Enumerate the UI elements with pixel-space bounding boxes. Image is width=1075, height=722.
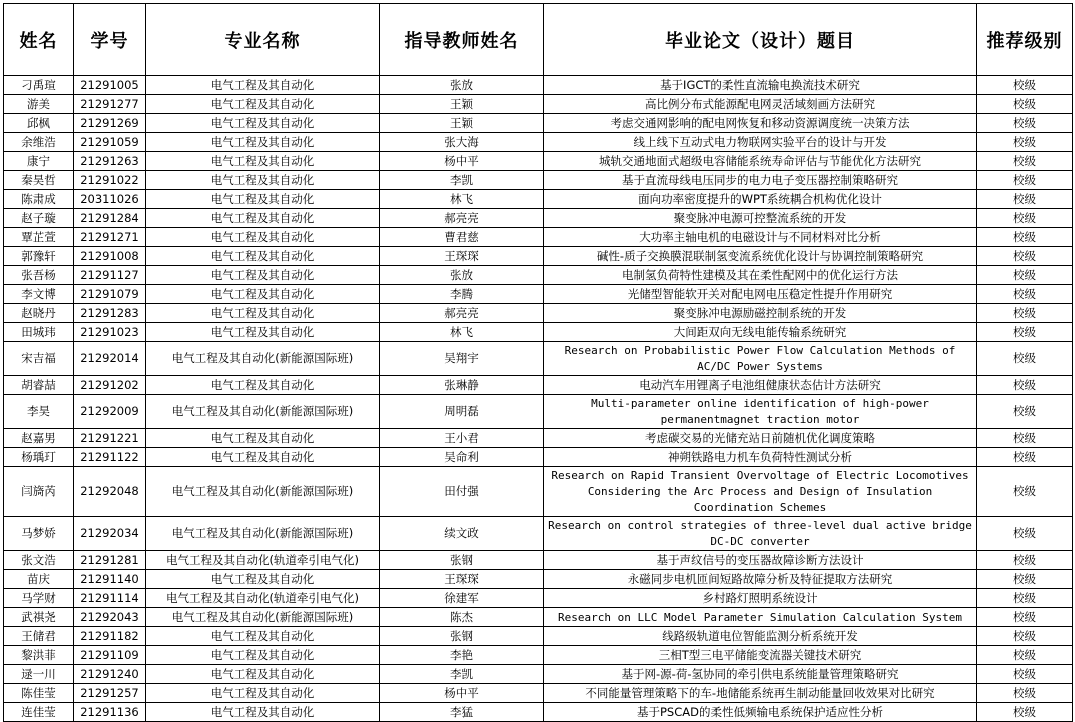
cell-student-id: 21291136 (74, 703, 146, 722)
cell-student-id: 21291202 (74, 376, 146, 395)
cell-advisor: 张钢 (380, 627, 544, 646)
cell-name: 李昊 (4, 395, 74, 429)
table-row (4, 570, 1073, 589)
table-row (4, 395, 1073, 429)
cell-student-id: 21291023 (74, 323, 146, 342)
cell-level: 校级 (977, 608, 1073, 627)
table-row (4, 95, 1073, 114)
cell-student-id: 21291269 (74, 114, 146, 133)
cell-thesis: 电动汽车用锂离子电池组健康状态估计方法研究 (544, 376, 977, 395)
cell-advisor: 李腾 (380, 285, 544, 304)
cell-major: 电气工程及其自动化 (146, 228, 380, 247)
cell-name: 郭豫轩 (4, 247, 74, 266)
table-row (4, 323, 1073, 342)
cell-level: 校级 (977, 190, 1073, 209)
cell-advisor: 王小君 (380, 429, 544, 448)
cell-name: 陈肃成 (4, 190, 74, 209)
cell-major: 电气工程及其自动化 (146, 171, 380, 190)
cell-major: 电气工程及其自动化 (146, 665, 380, 684)
cell-level: 校级 (977, 684, 1073, 703)
cell-major: 电气工程及其自动化 (146, 703, 380, 722)
cell-level: 校级 (977, 323, 1073, 342)
cell-level: 校级 (977, 376, 1073, 395)
table-row (4, 342, 1073, 376)
cell-student-id: 21291182 (74, 627, 146, 646)
cell-student-id: 21291127 (74, 266, 146, 285)
cell-name: 宋吉福 (4, 342, 74, 376)
cell-name: 马梦娇 (4, 517, 74, 551)
header-advisor: 指导教师姓名 (380, 4, 544, 76)
header-level: 推荐级别 (977, 4, 1073, 76)
cell-thesis: 光储型智能软开关对配电网电压稳定性提升作用研究 (544, 285, 977, 304)
cell-advisor: 李艳 (380, 646, 544, 665)
cell-level: 校级 (977, 209, 1073, 228)
cell-name: 杨瑀玎 (4, 448, 74, 467)
cell-level: 校级 (977, 448, 1073, 467)
cell-thesis: 三相T型三电平储能变流器关键技术研究 (544, 646, 977, 665)
header-row (4, 4, 1073, 76)
cell-advisor: 王颖 (380, 95, 544, 114)
cell-major: 电气工程及其自动化(轨道牵引电气化) (146, 589, 380, 608)
table-row (4, 467, 1073, 517)
cell-advisor: 李凯 (380, 665, 544, 684)
cell-student-id: 21291277 (74, 95, 146, 114)
cell-level: 校级 (977, 152, 1073, 171)
cell-name: 苗庆 (4, 570, 74, 589)
cell-advisor: 王颖 (380, 114, 544, 133)
cell-advisor: 曹君慈 (380, 228, 544, 247)
cell-advisor: 张放 (380, 266, 544, 285)
cell-advisor: 郝亮亮 (380, 304, 544, 323)
cell-student-id: 21292048 (74, 467, 146, 517)
cell-thesis: 考虑碳交易的光储充站日前随机优化调度策略 (544, 429, 977, 448)
table-row (4, 703, 1073, 722)
cell-major: 电气工程及其自动化 (146, 646, 380, 665)
cell-major: 电气工程及其自动化 (146, 247, 380, 266)
cell-student-id: 21291079 (74, 285, 146, 304)
cell-thesis: 基于直流母线电压同步的电力电子变压器控制策略研究 (544, 171, 977, 190)
cell-level: 校级 (977, 665, 1073, 684)
recommendation-table (3, 3, 1073, 722)
cell-thesis: 线上线下互动式电力物联网实验平台的设计与开发 (544, 133, 977, 152)
cell-student-id: 21291114 (74, 589, 146, 608)
table-row (4, 551, 1073, 570)
cell-student-id: 21291122 (74, 448, 146, 467)
cell-level: 校级 (977, 570, 1073, 589)
cell-advisor: 周明磊 (380, 395, 544, 429)
cell-student-id: 21292043 (74, 608, 146, 627)
cell-thesis: 大功率主轴电机的电磁设计与不同材料对比分析 (544, 228, 977, 247)
table-row (4, 76, 1073, 95)
cell-level: 校级 (977, 646, 1073, 665)
cell-name: 邱枫 (4, 114, 74, 133)
cell-thesis: 乡村路灯照明系统设计 (544, 589, 977, 608)
cell-major: 电气工程及其自动化(新能源国际班) (146, 467, 380, 517)
cell-level: 校级 (977, 342, 1073, 376)
cell-level: 校级 (977, 76, 1073, 95)
cell-thesis: Research on control strategies of three-level dual active bridge DC-DC converter (544, 517, 977, 551)
cell-advisor: 王琛琛 (380, 247, 544, 266)
cell-student-id: 21291022 (74, 171, 146, 190)
cell-name: 武祺尧 (4, 608, 74, 627)
cell-advisor: 林飞 (380, 323, 544, 342)
cell-thesis: Multi-parameter online identification of high-power permanentmagnet traction motor (544, 395, 977, 429)
table-row (4, 684, 1073, 703)
cell-name: 余维浩 (4, 133, 74, 152)
cell-student-id: 21292034 (74, 517, 146, 551)
header-major: 专业名称 (146, 4, 380, 76)
cell-major: 电气工程及其自动化(新能源国际班) (146, 517, 380, 551)
cell-name: 连佳莹 (4, 703, 74, 722)
table-row (4, 114, 1073, 133)
table-row (4, 376, 1073, 395)
cell-advisor: 杨中平 (380, 684, 544, 703)
cell-student-id: 21291271 (74, 228, 146, 247)
table-row (4, 228, 1073, 247)
cell-level: 校级 (977, 517, 1073, 551)
cell-thesis: 永磁同步电机匝间短路故障分析及特征提取方法研究 (544, 570, 977, 589)
table-row (4, 665, 1073, 684)
cell-name: 马学财 (4, 589, 74, 608)
cell-advisor: 王琛琛 (380, 570, 544, 589)
table-row (4, 627, 1073, 646)
cell-level: 校级 (977, 429, 1073, 448)
table-row (4, 266, 1073, 285)
cell-name: 张文浩 (4, 551, 74, 570)
cell-student-id: 21291284 (74, 209, 146, 228)
cell-thesis: 碱性-质子交换膜混联制氢变流系统优化设计与协调控制策略研究 (544, 247, 977, 266)
cell-student-id: 21291140 (74, 570, 146, 589)
cell-student-id: 21291059 (74, 133, 146, 152)
table-row (4, 517, 1073, 551)
cell-name: 胡睿喆 (4, 376, 74, 395)
header-thesis: 毕业论文（设计）题目 (544, 4, 977, 76)
cell-advisor: 吴命利 (380, 448, 544, 467)
cell-thesis: Research on Probabilistic Power Flow Calculation Methods of AC/DC Power Systems (544, 342, 977, 376)
cell-advisor: 杨中平 (380, 152, 544, 171)
cell-major: 电气工程及其自动化 (146, 114, 380, 133)
cell-major: 电气工程及其自动化 (146, 323, 380, 342)
cell-thesis: Research on LLC Model Parameter Simulation Calculation System (544, 608, 977, 627)
cell-level: 校级 (977, 114, 1073, 133)
cell-advisor: 陈杰 (380, 608, 544, 627)
cell-name: 逯一川 (4, 665, 74, 684)
cell-name: 闫旖芮 (4, 467, 74, 517)
table-row (4, 133, 1073, 152)
cell-level: 校级 (977, 285, 1073, 304)
cell-thesis: 面向功率密度提升的WPT系统耦合机构优化设计 (544, 190, 977, 209)
cell-major: 电气工程及其自动化 (146, 190, 380, 209)
cell-major: 电气工程及其自动化 (146, 285, 380, 304)
cell-major: 电气工程及其自动化 (146, 429, 380, 448)
cell-student-id: 21291283 (74, 304, 146, 323)
cell-major: 电气工程及其自动化(新能源国际班) (146, 608, 380, 627)
cell-student-id: 21291221 (74, 429, 146, 448)
cell-thesis: 神朔铁路电力机车负荷特性测试分析 (544, 448, 977, 467)
cell-major: 电气工程及其自动化 (146, 570, 380, 589)
header-name: 姓名 (4, 4, 74, 76)
cell-thesis: 聚变脉冲电源励磁控制系统的开发 (544, 304, 977, 323)
cell-name: 游美 (4, 95, 74, 114)
cell-advisor: 张大海 (380, 133, 544, 152)
cell-name: 黎洪菲 (4, 646, 74, 665)
cell-advisor: 郝亮亮 (380, 209, 544, 228)
cell-major: 电气工程及其自动化 (146, 76, 380, 95)
cell-major: 电气工程及其自动化 (146, 133, 380, 152)
cell-student-id: 20311026 (74, 190, 146, 209)
cell-advisor: 张放 (380, 76, 544, 95)
cell-major: 电气工程及其自动化 (146, 266, 380, 285)
cell-student-id: 21291257 (74, 684, 146, 703)
table-row (4, 285, 1073, 304)
cell-level: 校级 (977, 266, 1073, 285)
cell-name: 秦昊哲 (4, 171, 74, 190)
cell-thesis: 电制氢负荷特性建模及其在柔性配网中的优化运行方法 (544, 266, 977, 285)
table-row (4, 304, 1073, 323)
cell-major: 电气工程及其自动化(新能源国际班) (146, 342, 380, 376)
cell-advisor: 林飞 (380, 190, 544, 209)
cell-level: 校级 (977, 703, 1073, 722)
cell-thesis: Research on Rapid Transient Overvoltage of Electric Locomotives Considering the Arc Process and Design of Insulation Coordination Schemes (544, 467, 977, 517)
cell-name: 康宁 (4, 152, 74, 171)
table-body (4, 76, 1073, 722)
cell-level: 校级 (977, 589, 1073, 608)
cell-thesis: 基于声纹信号的变压器故障诊断方法设计 (544, 551, 977, 570)
table-row (4, 190, 1073, 209)
cell-major: 电气工程及其自动化 (146, 684, 380, 703)
cell-name: 赵嘉男 (4, 429, 74, 448)
cell-student-id: 21291263 (74, 152, 146, 171)
table-row (4, 209, 1073, 228)
table-row (4, 646, 1073, 665)
cell-thesis: 高比例分布式能源配电网灵活域刻画方法研究 (544, 95, 977, 114)
cell-name: 张吾杨 (4, 266, 74, 285)
cell-thesis: 基于网-源-荷-氢协同的牵引供电系统能量管理策略研究 (544, 665, 977, 684)
table-row (4, 152, 1073, 171)
cell-advisor: 徐建军 (380, 589, 544, 608)
cell-name: 田城玮 (4, 323, 74, 342)
cell-name: 赵子璇 (4, 209, 74, 228)
cell-major: 电气工程及其自动化 (146, 448, 380, 467)
cell-thesis: 考虑交通网影响的配电网恢复和移动资源调度统一决策方法 (544, 114, 977, 133)
cell-level: 校级 (977, 133, 1073, 152)
cell-advisor: 吴翔宇 (380, 342, 544, 376)
cell-student-id: 21291240 (74, 665, 146, 684)
cell-student-id: 21291109 (74, 646, 146, 665)
cell-advisor: 田付强 (380, 467, 544, 517)
header-id: 学号 (74, 4, 146, 76)
cell-major: 电气工程及其自动化 (146, 95, 380, 114)
cell-level: 校级 (977, 627, 1073, 646)
cell-advisor: 张琳静 (380, 376, 544, 395)
table-row (4, 448, 1073, 467)
cell-advisor: 李猛 (380, 703, 544, 722)
cell-major: 电气工程及其自动化 (146, 209, 380, 228)
cell-name: 赵晓丹 (4, 304, 74, 323)
cell-name: 李文博 (4, 285, 74, 304)
cell-advisor: 李凯 (380, 171, 544, 190)
cell-thesis: 线路级轨道电位智能监测分析系统开发 (544, 627, 977, 646)
table-row (4, 429, 1073, 448)
table-row (4, 247, 1073, 266)
cell-major: 电气工程及其自动化 (146, 376, 380, 395)
cell-student-id: 21292009 (74, 395, 146, 429)
cell-level: 校级 (977, 551, 1073, 570)
cell-thesis: 不同能量管理策略下的车-地储能系统再生制动能量回收效果对比研究 (544, 684, 977, 703)
cell-level: 校级 (977, 228, 1073, 247)
cell-thesis: 聚变脉冲电源可控整流系统的开发 (544, 209, 977, 228)
cell-name: 刁禹瑄 (4, 76, 74, 95)
cell-major: 电气工程及其自动化 (146, 152, 380, 171)
cell-major: 电气工程及其自动化(轨道牵引电气化) (146, 551, 380, 570)
cell-thesis: 基于PSCAD的柔性低频输电系统保护适应性分析 (544, 703, 977, 722)
cell-level: 校级 (977, 395, 1073, 429)
cell-name: 陈佳莹 (4, 684, 74, 703)
cell-level: 校级 (977, 304, 1073, 323)
cell-advisor: 张钢 (380, 551, 544, 570)
cell-major: 电气工程及其自动化 (146, 304, 380, 323)
cell-major: 电气工程及其自动化 (146, 627, 380, 646)
cell-level: 校级 (977, 95, 1073, 114)
cell-thesis: 基于IGCT的柔性直流输电换流技术研究 (544, 76, 977, 95)
cell-name: 覃芷萱 (4, 228, 74, 247)
cell-level: 校级 (977, 171, 1073, 190)
cell-student-id: 21291005 (74, 76, 146, 95)
cell-level: 校级 (977, 247, 1073, 266)
cell-student-id: 21291008 (74, 247, 146, 266)
cell-name: 王储君 (4, 627, 74, 646)
cell-thesis: 城轨交通地面式超级电容储能系统寿命评估与节能优化方法研究 (544, 152, 977, 171)
cell-thesis: 大间距双向无线电能传输系统研究 (544, 323, 977, 342)
cell-level: 校级 (977, 467, 1073, 517)
cell-student-id: 21291281 (74, 551, 146, 570)
cell-student-id: 21292014 (74, 342, 146, 376)
table-row (4, 608, 1073, 627)
table-row (4, 589, 1073, 608)
cell-advisor: 续文政 (380, 517, 544, 551)
table-row (4, 171, 1073, 190)
cell-major: 电气工程及其自动化(新能源国际班) (146, 395, 380, 429)
